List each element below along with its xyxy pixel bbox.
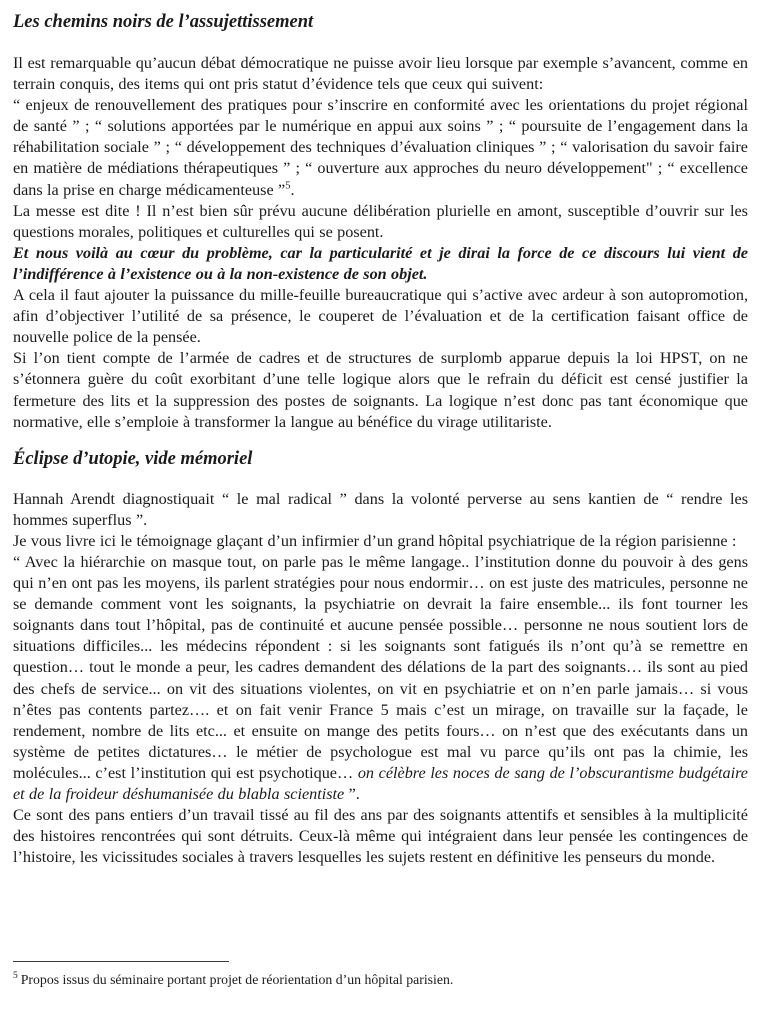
paragraph-quoted-items (13, 95, 748, 200)
footnote (13, 971, 748, 988)
paragraph-intro: Il est remarquable qu’aucun débat démocratique ne puisse avoir lieu lorsque par exemple s’avancent, comme en terrain conquis, des items qui ont pris statut d’évidence tels que ceux qui suivent: (13, 54, 748, 94)
paragraph-temoignage-intro: Je vous livre ici le témoignage glaçant d’un infirmier d’un grand hôpital psychiatrique de la région parisienne : (13, 531, 737, 550)
temoignage-closing-quote: ”. (344, 785, 360, 803)
quoted-items-period: . (290, 180, 295, 199)
footnote-area (13, 961, 748, 988)
footnote-marker: 5 (13, 971, 18, 982)
paragraph-mille-feuille: A cela il faut ajouter la puissance du mille-feuille bureaucratique qui s’active avec ardeur à son autopromotion, afin d’objectiver l’utilité de sa présence, le couperet de l’évaluation et de la certification faisant office de nouvelle police de la pensée. (13, 286, 748, 347)
paragraph-loi-hpst: Si l’on tient compte de l’armée de cadres et de structures de surplomb apparue depuis la loi HPST, on ne s’étonnera guère du coût exorbitant d’une telle logique alors que le refrain du déficit est censé justifier la fermeture des lits et la suppression des postes de soignants. La logique n’est donc pas tant économique que normative, elle s’emploie à transformer la langue au bénéfice du virage utilitariste. (13, 349, 748, 431)
paragraph-la-messe: La messe est dite ! Il n’est bien sûr prévu aucune délibération plurielle en amont, susceptible d’ouvrir sur les questions morales, politiques et culturelles qui se posent. (13, 201, 748, 241)
footnote-separator (13, 961, 229, 962)
paragraph-hannah-arendt: Hannah Arendt diagnostiquait “ le mal radical ” dans la volonté perverse au sens kantien de “ rendre les hommes superflus ”. (13, 489, 748, 529)
section-heading-chemins-noirs: Les chemins noirs de l’assujettissement (13, 12, 314, 32)
section-heading-eclipse-utopie: Éclipse d’utopie, vide mémoriel (13, 448, 253, 469)
footnote-reference-5: 5 (285, 180, 291, 192)
temoignage-italic-segment: on célèbre les noces de sang de l’obscurantisme budgétaire et de la froideur déshumanisée du blabla scientiste (13, 763, 748, 803)
quoted-items-text: “ enjeux de renouvellement des pratiques pour s’inscrire en conformité avec les orientations du projet régional de santé ” ; “ solutions apportées par le numérique en appui aux soins ” ; “ poursuite de l’engagement dans la réhabilitation sociale ” ; “ développement des techniques d’évaluation cliniques ” ; “ valorisation du savoir faire en matière de médiations thérapeutiques ” ; “ ouverture aux approches du neuro développement" ; “ excellence dans la prise en charge médicamenteuse ” (13, 96, 748, 199)
paragraph-emphasis-coeur-du-probleme: Et nous voilà au cœur du problème, car la particularité et je dirai la force de ce discours lui vient de l’indifférence à l’existence ou à la non-existence de son objet. (13, 243, 748, 283)
paragraph-pans-entiers: Ce sont des pans entiers d’un travail tissé au fil des ans par des soignants attentifs et sensibles à la multiplicité des histoires rencontrées qui sont détruits. Ceux-là même qui intégraient dans leur pensée les contingences de l’histoire, les vicissitudes sociales à travers lesquelles les sujets restent en définitive les penseurs du monde. (13, 806, 748, 867)
paragraph-temoignage-quote (13, 552, 748, 805)
temoignage-text: “ Avec la hiérarchie on masque tout, on parle pas le même langage.. l’institution donne du pouvoir à des gens qui n’en ont pas les moyens, ils parlent stratégies pour nous endormir… on est juste des matricules, personne ne se demande comment vont les soignants, la psychiatrie on devrait la faire ensemble... ils font tourner les soignants dans tout l’hôpital, pas de continuité et aucune pensée possible… personne ne nous soutient lors de situations difficiles... les médecins répondent : si les soignants sont fatigués ils n’ont qu’à se remettre en question… tout le monde a peur, les cadres demandent des délations de la part des soignants… ils sont au pied des chefs de service... on vit des situations violentes, on vit en psychiatrie et on n’en parle jamais… si vous n’êtes pas contents partez…. et on fait venir France 5 mais c’est un mirage, on travaille sur la façade, le rendement, nombre de lits etc... et ensuite on mange des petits fours… on n’est que des exécutants dans un système de petites dictatures… le métier de psychologue est mal vu parce qu’ils ont pas la chimie, les molécules... c’est l’institution qui est psychotique… (13, 552, 748, 782)
footnote-text: Propos issus du séminaire portant projet de réorientation d’un hôpital parisien. (20, 972, 454, 987)
